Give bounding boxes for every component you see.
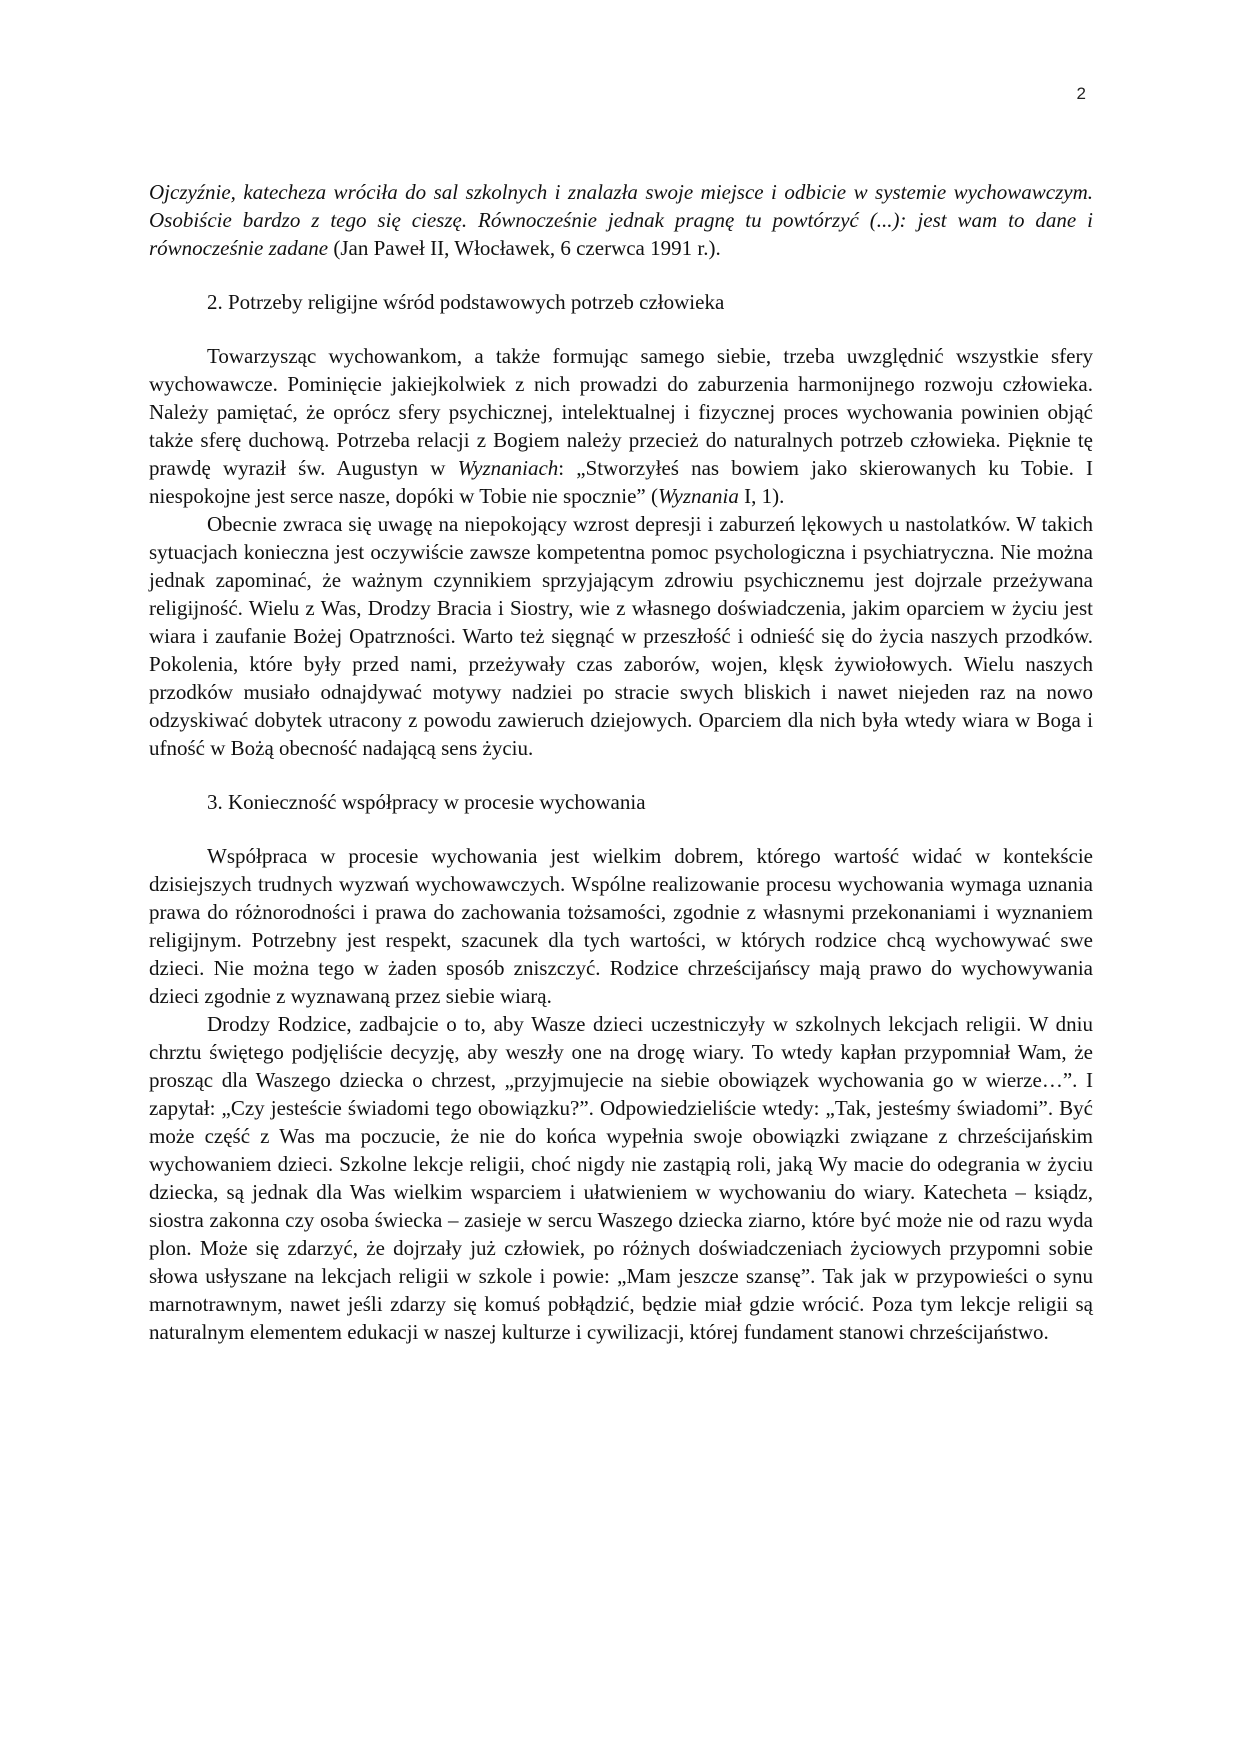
page-number: 2 bbox=[1076, 84, 1086, 103]
section-3-paragraph-2: Drodzy Rodzice, zadbajcie o to, aby Wasze dzieci uczestniczyły w szkolnych lekcjach religii. W dniu chrztu świętego podjęliście decyzję, aby weszły one na drogę wiary. To wtedy kapłan przypomniał Wam, że prosząc dla Waszego dziecka o chrzest, „przyjmujecie na siebie obowiązek wychowania go w wierze…”. I zapytał: „Czy jesteście świadomi tego obowiązku?”. Odpowiedzieliście wtedy: „Tak, jesteśmy świadomi”. Być może część z Was ma poczucie, że nie do końca wypełnia swoje obowiązki związane z chrześcijańskim wychowaniem dzieci. Szkolne lekcje religii, choć nigdy nie zastąpią roli, jaką Wy macie do odegrania w życiu dziecka, są jednak dla Was wielkim wsparciem i ułatwieniem w wychowaniu do wiary. Katecheta – ksiądz, siostra zakonna czy osoba świecka – zasieje w sercu Waszego dziecka ziarno, które być może nie od razu wyda plon. Może się zdarzyć, że dojrzały już człowiek, po różnych doświadczeniach życiowych przypomni sobie słowa usłyszane na lekcjach religii w szkole i powie: „Mam jeszcze szansę”. Tak jak w przypowieści o synu marnotrawnym, nawet jeśli zdarzy się komuś pobłądzić, będzie miał gdzie wrócić. Poza tym lekcje religii są naturalnym elementem edukacji w naszej kulturze i cywilizacji, której fundament stanowi chrześcijaństwo. bbox=[149, 1012, 1093, 1344]
section-2-paragraph-1 bbox=[149, 342, 1093, 510]
intro-paragraph bbox=[149, 178, 1093, 262]
quote-italic: Ojczyźnie, katecheza wróciła do sal szkolnych i znalazła swoje miejsce i odbicie w systemie wychowawczym. Osobiście bardzo z tego się cieszę. Równocześnie jednak pragnę tu powtórzyć (...): jest wam to dane i równocześnie zadane bbox=[149, 180, 1093, 260]
text-span: Towarzysząc wychowankom, a także formując samego siebie, trzeba uwzględnić wszystkie sfery wychowawcze. Pominięcie jakiejkolwiek z nich prowadzi do zaburzenia harmonijnego rozwoju człowieka. Należy pamiętać, że oprócz sfery psychicznej, intelektualnej i fizycznej proces wychowania powinien objąć także sferę duchową. Potrzeba relacji z Bogiem należy przecież do naturalnych potrzeb człowieka. Pięknie tę prawdę wyraził św. Augustyn w bbox=[149, 344, 1093, 480]
text-span: : „Stworzyłeś nas bowiem jako skierowanych ku Tobie. I niespokojne jest serce nasze, dopóki w Tobie nie spocznie” ( bbox=[149, 456, 1093, 508]
quote-citation: (Jan Paweł II, Włocławek, 6 czerwca 1991 r.). bbox=[328, 236, 721, 260]
page-content bbox=[149, 178, 1093, 1346]
text-span: I, 1). bbox=[738, 484, 785, 508]
book-title: Wyznania bbox=[657, 484, 739, 508]
section-3-paragraph-1: Współpraca w procesie wychowania jest wielkim dobrem, którego wartość widać w kontekście dzisiejszych trudnych wyzwań wychowawczych. Wspólne realizowanie procesu wychowania wymaga uznania prawa do różnorodności i prawa do zachowania tożsamości, zgodnie z własnymi przekonaniami i wyznaniem religijnym. Potrzebny jest respekt, szacunek dla tych wartości, w których rodzice chcą wychowywać swe dzieci. Nie można tego w żaden sposób zniszczyć. Rodzice chrześcijańscy mają prawo do wychowywania dzieci zgodnie z wyznawaną przez siebie wiarą. bbox=[149, 844, 1093, 1008]
section-3-heading: 3. Konieczność współpracy w procesie wychowania bbox=[207, 790, 646, 814]
book-title: Wyznaniach bbox=[457, 456, 559, 480]
section-2-paragraph-2: Obecnie zwraca się uwagę na niepokojący wzrost depresji i zaburzeń lękowych u nastolatków. W takich sytuacjach konieczna jest oczywiście zawsze kompetentna pomoc psychologiczna i psychiatryczna. Nie można jednak zapominać, że ważnym czynnikiem sprzyjającym zdrowiu psychicznemu jest dojrzale przeżywana religijność. Wielu z Was, Drodzy Bracia i Siostry, wie z własnego doświadczenia, jakim oparciem w życiu jest wiara i zaufanie Bożej Opatrzności. Warto też sięgnąć w przeszłość i odnieść się do życia naszych przodków. Pokolenia, które były przed nami, przeżywały czas zaborów, wojen, klęsk żywiołowych. Wielu naszych przodków musiało odnajdywać motywy nadziei po stracie swych bliskich i nawet niejeden raz na nowo odzyskiwać dobytek utracony z powodu zawieruch dziejowych. Oparciem dla nich była wtedy wiara w Boga i ufność w Bożą obecność nadającą sens życiu. bbox=[149, 512, 1093, 760]
section-2-heading: 2. Potrzeby religijne wśród podstawowych potrzeb człowieka bbox=[207, 290, 725, 314]
